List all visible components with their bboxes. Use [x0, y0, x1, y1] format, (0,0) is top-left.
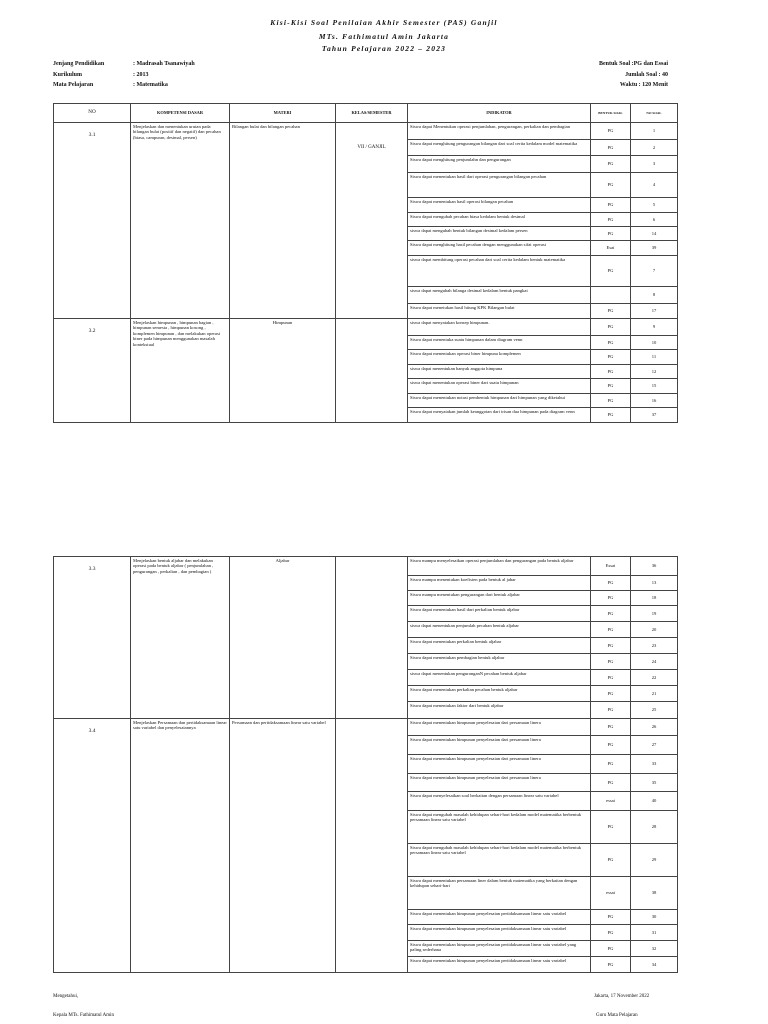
indikator-cell: Siswa dapat menyelesaikan soal berkaitan dengan persamaan linear satu variabel: [408, 792, 591, 811]
indikator-cell: siswa dapat mengubah bilanga desimal kedalam bentuk pangkat: [408, 287, 591, 304]
bentuk-soal-cell: PG: [591, 350, 631, 365]
bentuk-soal-cell: PG: [591, 256, 631, 287]
bentuk-soal-cell: PG: [591, 576, 631, 591]
kd-description: Menjelaskan himpunan , himpunan bagian , himpunan semesta , himpunan kosong , komplemen himpunan , dan melakukan operasi biner pada himpunan menggunakan masalah kontekstual: [131, 319, 230, 423]
meta-label: Mata Pelajaran: [53, 82, 94, 88]
guru-label: Guru Mata Pelajaran: [596, 1013, 638, 1018]
bentuk-soal-cell: PG: [591, 123, 631, 140]
kelas-cell: [336, 319, 408, 423]
kd-number: 3.2: [54, 319, 131, 423]
indikator-cell: Siswa dapat menentukan perkalian pecahan bentuk aljabar: [408, 686, 591, 702]
indikator-cell: Siswa dapat menetukan hasil hitung KPK Bilangan bulat: [408, 304, 591, 319]
bentuk-soal-cell: Essai: [591, 557, 631, 576]
indikator-cell: Siswa mampu menyelesaikan operasi penjumlahan dan pengurangan pada bentuk aljabar: [408, 557, 591, 576]
col-no: NO: [54, 104, 131, 123]
bentuk-soal-cell: PG: [591, 394, 631, 408]
bentuk-soal-cell: essai: [591, 792, 631, 811]
nomor-soal-cell: 5: [631, 198, 678, 213]
kd-description: Menjelaskan dan menentukan urutan pada bilangan bulat (positif dan negatif) dan pecahan (biasa, campuran, desimal, persen): [131, 123, 230, 319]
kd-number: 3.4: [54, 719, 131, 973]
indikator-cell: Siswa dapat menentukan himpunan penyelesaian pertidaksamaan linear satu variabel yang paling sederhana: [408, 941, 591, 957]
meta-value: : 2013: [133, 71, 149, 78]
indikator-cell: Siswa dapat menentukan hasil operasi bilangan pecahan: [408, 198, 591, 213]
meta-label: Jenjang Pendidikan: [53, 61, 105, 67]
kisi-table-1: [53, 103, 678, 423]
kd-number: 3.3: [54, 557, 131, 719]
bentuk-soal-cell: PG: [591, 336, 631, 350]
nomor-soal-cell: 13: [631, 576, 678, 591]
bentuk-soal-cell: PG: [591, 686, 631, 702]
nomor-soal-cell: 28: [631, 811, 678, 844]
col-indikator: INDIKATOR: [408, 104, 591, 123]
bentuk-soal-cell: PG: [591, 736, 631, 755]
bentuk-soal-cell: PG: [591, 140, 631, 156]
nomor-soal-cell: 32: [631, 941, 678, 957]
bentuk-soal-cell: PG: [591, 319, 631, 336]
bentuk-soal-cell: PG: [591, 702, 631, 719]
indikator-cell: siswa dapat menentukan penjumlah pecahan bentuk aljabar: [408, 622, 591, 638]
table-row: [54, 557, 678, 576]
indikator-cell: Siswa dapat mengubah masalah kehidupan sehari-hari kedalam model matematika berbentuk persamaan linear satu variabel: [408, 844, 591, 877]
indikator-cell: Siswa dapat menghitung pengurangan bilangan dari soal cerita kedalam model matematika: [408, 140, 591, 156]
nomor-soal-cell: 25: [631, 702, 678, 719]
indikator-cell: Siswa dapat menentukan pembagian bentuk aljabar: [408, 654, 591, 670]
bentuk-soal-cell: PG: [591, 910, 631, 925]
nomor-soal-cell: 17: [631, 304, 678, 319]
indikator-cell: Siswa dapat menentukan himpunan penyelesaian dari persamaan linera: [408, 736, 591, 755]
waktu: Waktu : 120 Menit: [619, 82, 668, 88]
nomor-soal-cell: 40: [631, 792, 678, 811]
indikator-cell: Siswa dapat menentukan operasi biner himpuna komplemen: [408, 350, 591, 365]
bentuk-soal-cell: PG: [591, 213, 631, 227]
kisi-table-2: [53, 556, 678, 973]
indikator-cell: Siswa mampu menentukan koefisien pada bentuk al jabar: [408, 576, 591, 591]
nomor-soal-cell: 34: [631, 957, 678, 973]
bentuk-soal-cell: PG: [591, 941, 631, 957]
indikator-cell: Siswa dapat menghitung hasil pecahan dengan menggunakan sifat operasi: [408, 241, 591, 256]
meta-right: [599, 59, 668, 91]
indikator-cell: Siswa dapat menghitung penjumlahn dan pengurangan: [408, 156, 591, 173]
nomor-soal-cell: 30: [631, 910, 678, 925]
table-row: [54, 123, 678, 140]
col-materi: MATERI: [230, 104, 336, 123]
bentuk-soal-cell: PG: [591, 198, 631, 213]
nomor-soal-cell: 3: [631, 156, 678, 173]
indikator-cell: Siswa dapat menentukan perkalian bentuk aljabar: [408, 638, 591, 654]
indikator-cell: Siswa dapat menentukan himpunan penyelesaian dari persamaan linera: [408, 774, 591, 792]
indikator-cell: Siswa dapat mengubah pecahan biasa kedalam bentuk desimal: [408, 213, 591, 227]
bentuk-soal-cell: PG: [591, 638, 631, 654]
bentuk-soal-cell: PG: [591, 606, 631, 622]
materi-cell: Bilangan bulat dan bilangan pecahan: [230, 123, 336, 319]
nomor-soal-cell: 6: [631, 213, 678, 227]
kelas-cell: [336, 719, 408, 973]
kd-number: 3.1: [54, 123, 131, 319]
indikator-cell: Siswa dapat menentukan himpunan penyelesaian pertidaksamaan linear satu variabel: [408, 957, 591, 973]
indikator-cell: Siswa dapat menentukan notasi pembentuk himpunan dari himpunan yang diketahui: [408, 394, 591, 408]
bentuk-soal-cell: PG: [591, 755, 631, 774]
indikator-cell: siswa dapat menentukan penguranganN pecahan bentuk aljabar: [408, 670, 591, 686]
indikator-cell: siswa dapat menentukan operasi biner dari suatu himpunan: [408, 379, 591, 394]
indikator-cell: Siswa dapat Menentukan operasi penjumlahan, pengurangan, perkalian dan pembagian: [408, 123, 591, 140]
bentuk-soal-cell: PG: [591, 957, 631, 973]
nomor-soal-cell: 10: [631, 336, 678, 350]
nomor-soal-cell: 29: [631, 844, 678, 877]
indikator-cell: Siswa dapat menyatakan jumlah keanggotan dari irisan dua himpunan pada diagram venn: [408, 408, 591, 423]
kd-description: Menjelaskan Persamaan dan pertidaksamaan linear satu variabel dan penyelesaiannya: [131, 719, 230, 973]
nomor-soal-cell: 19: [631, 606, 678, 622]
bentuk-soal-cell: PG: [591, 379, 631, 394]
nomor-soal-cell: 14: [631, 227, 678, 241]
indikator-cell: siswa dapat menentukan banyak anggota himpuna: [408, 365, 591, 379]
nomor-soal-cell: 24: [631, 654, 678, 670]
nomor-soal-cell: 1: [631, 123, 678, 140]
mengetahui-label: Mengetahui,: [53, 994, 79, 999]
bentuk-soal-cell: PG: [591, 408, 631, 423]
nomor-soal-cell: 22: [631, 670, 678, 686]
nomor-soal-cell: 36: [631, 557, 678, 576]
nomor-soal-cell: 7: [631, 256, 678, 287]
col-bentuk: BENTUK SOAL: [591, 104, 631, 123]
bentuk-soal-cell: PG: [591, 844, 631, 877]
col-kelas: KELAS/SEMESTER: [336, 104, 408, 123]
nomor-soal-cell: 8: [631, 287, 678, 304]
bentuk-soal-cell: [591, 287, 631, 304]
nomor-soal-cell: 27: [631, 736, 678, 755]
indikator-cell: Siswa dapat menentukan himpunan penyelesaian dari persamaan linera: [408, 719, 591, 736]
nomor-soal-cell: 18: [631, 591, 678, 606]
bentuk-soal-cell: PG: [591, 925, 631, 941]
bentuk-soal-cell: PG: [591, 811, 631, 844]
nomor-soal-cell: 12: [631, 365, 678, 379]
nomor-soal-cell: 39: [631, 241, 678, 256]
kepala-label: Kepala MTs. Fathimatul Amin: [53, 1013, 115, 1018]
bentuk-soal-cell: PG: [591, 591, 631, 606]
indikator-cell: siswa dapat menyatakan konsep himpunan.: [408, 319, 591, 336]
indikator-cell: Siswa mampu menentukan pengurangan dari bentuk aljabar: [408, 591, 591, 606]
materi-cell: Aljabar: [230, 557, 336, 719]
table-header-row: [54, 104, 678, 123]
nomor-soal-cell: 33: [631, 755, 678, 774]
kelas-cell: [336, 557, 408, 719]
nomor-soal-cell: 35: [631, 774, 678, 792]
indikator-cell: siswa dapat membitung operasi pecahan dari soal cerita kedalam bentuk matematika: [408, 256, 591, 287]
indikator-cell: Siswa dapat menentukan himpunan penyelesaian dari persamaan linera: [408, 755, 591, 774]
bentuk-soal-cell: PG: [591, 156, 631, 173]
kd-description: Menjelaskan bentuk aljabar dan melakukan operasi pada bentuk aljabar ( penjumlahan , pengurangan , perkalian , dan pembagian ): [131, 557, 230, 719]
meta-left: [53, 59, 195, 91]
nomor-soal-cell: 20: [631, 622, 678, 638]
bentuk-soal-cell: PG: [591, 227, 631, 241]
bentuk-soal-cell: Esai: [591, 241, 631, 256]
nomor-soal-cell: 11: [631, 350, 678, 365]
date-label: Jakarta, 17 November 2022: [594, 994, 650, 999]
bentuk-soal-cell: PG: [591, 719, 631, 736]
jumlah-soal: Jumlah Soal : 40: [625, 71, 668, 78]
indikator-cell: Siswa dapat menentukan hasil dari operasi pengurangan bilangan pecahan: [408, 173, 591, 198]
bentuk-soal-cell: PG: [591, 670, 631, 686]
col-nosoal: NO SOAL: [631, 104, 678, 123]
nomor-soal-cell: 15: [631, 379, 678, 394]
materi-cell: Himpunan: [230, 319, 336, 423]
nomor-soal-cell: 16: [631, 394, 678, 408]
indikator-cell: Siswa dapat menentukan faktor dari bentuk aljabar: [408, 702, 591, 719]
indikator-cell: Siswa dapat mengubah masalah kehidupan sehari-hari kedalam model matematika berbentuk persamaan linear satu variabel: [408, 811, 591, 844]
kelas-cell: VII / GANJIL: [336, 123, 408, 319]
nomor-soal-cell: 4: [631, 173, 678, 198]
materi-cell: Persamaan dan pertidaksamaan linear satu variabel: [230, 719, 336, 973]
nomor-soal-cell: 21: [631, 686, 678, 702]
bentuk-soal: Bentuk Soal :PG dan Essai: [598, 61, 668, 67]
indikator-cell: Siswa dapat menentukan himpunan penyelesaian pertidaksamaan linear satu variabel: [408, 925, 591, 941]
table-row: [54, 719, 678, 736]
bentuk-soal-cell: essai: [591, 877, 631, 910]
table-row: [54, 319, 678, 336]
bentuk-soal-cell: PG: [591, 622, 631, 638]
nomor-soal-cell: 31: [631, 925, 678, 941]
nomor-soal-cell: 2: [631, 140, 678, 156]
nomor-soal-cell: 38: [631, 877, 678, 910]
bentuk-soal-cell: PG: [591, 654, 631, 670]
indikator-cell: Siswa dapat menentukan persamaan liner dalam bentuk matematika yang berkaitan dengan kehidupan sehari-hari: [408, 877, 591, 910]
nomor-soal-cell: 37: [631, 408, 678, 423]
meta-value: : Matematika: [133, 82, 168, 88]
col-kompetensi: KOMPETENSI DASAR: [131, 104, 230, 123]
nomor-soal-cell: 26: [631, 719, 678, 736]
academic-year: Tahun Pelajaran 2022 – 2023: [321, 44, 447, 53]
nomor-soal-cell: 23: [631, 638, 678, 654]
indikator-cell: Siswa dapat menentukan hasil dari perkalian bentuk aljabar: [408, 606, 591, 622]
meta-value: : Madrasah Tsanawiyah: [133, 61, 195, 67]
bentuk-soal-cell: PG: [591, 365, 631, 379]
bentuk-soal-cell: PG: [591, 304, 631, 319]
nomor-soal-cell: 9: [631, 319, 678, 336]
meta-label: Kurikulum: [53, 71, 83, 78]
doc-title: Kisi-Kisi Soal Penilaian Akhir Semester (PAS) Ganjil: [270, 18, 498, 27]
bentuk-soal-cell: PG: [591, 173, 631, 198]
indikator-cell: Siswa dapat menentukan himpunan penyelesaian pertidaksamaan linear satu variabel: [408, 910, 591, 925]
bentuk-soal-cell: PG: [591, 774, 631, 792]
school-name: MTs. Fathimatul Amin Jakarta: [318, 32, 450, 41]
indikator-cell: Siswa dapat menentuka suatu himpunan dalam diagram venn: [408, 336, 591, 350]
indikator-cell: siswa dapat mengubah bentuk bilangan desimal kedalam persen: [408, 227, 591, 241]
